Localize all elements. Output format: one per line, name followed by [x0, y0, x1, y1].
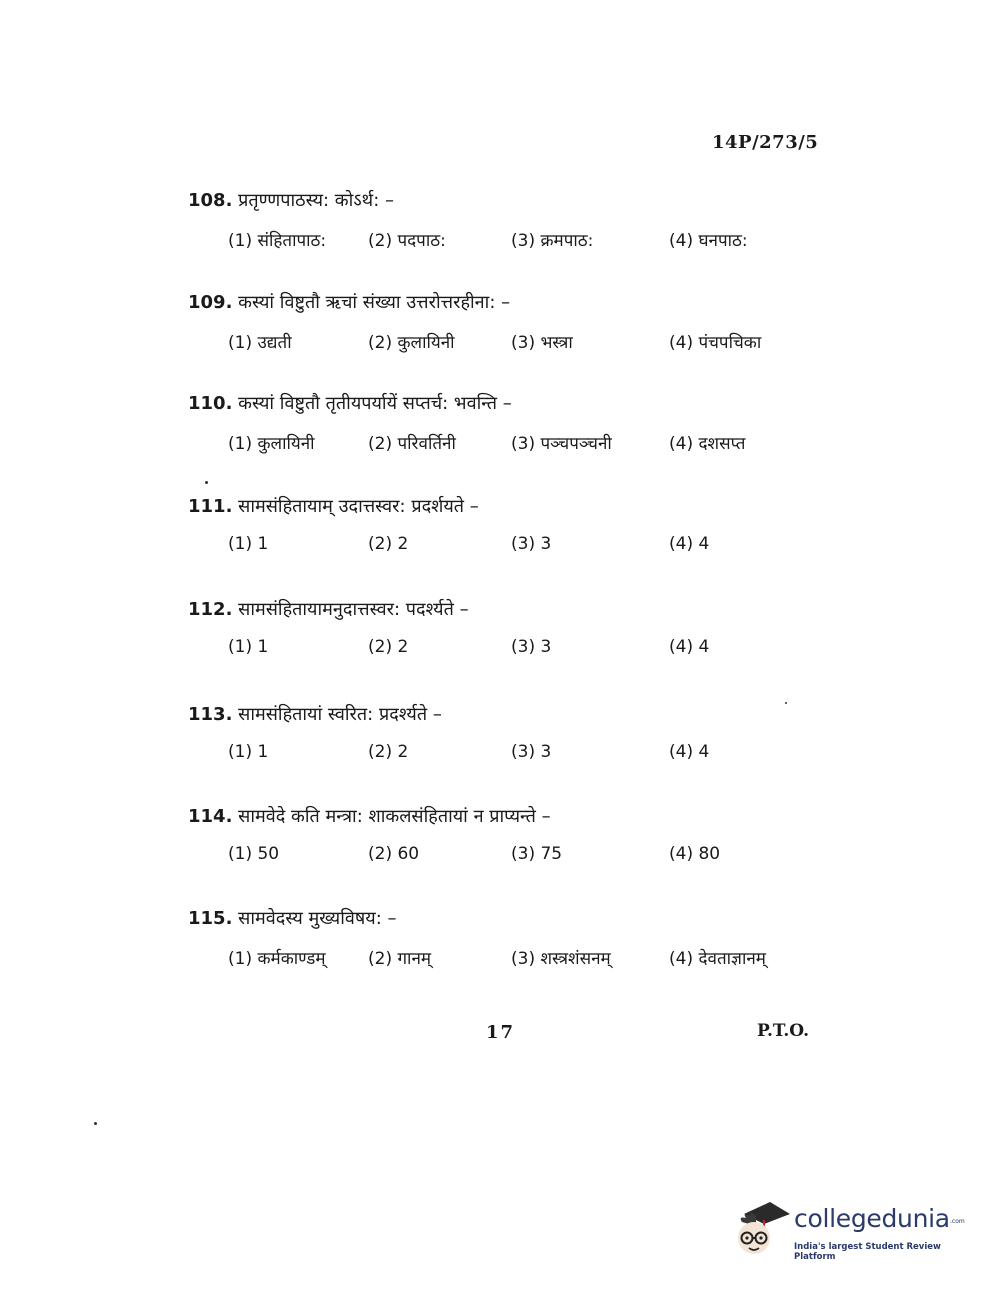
question-112 — [188, 597, 828, 667]
brand-name: collegedunia — [794, 1204, 950, 1233]
option-1: (1) संहितापाठ: — [228, 231, 327, 251]
options — [188, 844, 828, 874]
question-number: 108. — [188, 190, 233, 211]
collegedunia-watermark — [734, 1196, 964, 1266]
option-1: (1) 1 — [228, 742, 269, 762]
brand-com: .com — [950, 1218, 965, 1225]
option-2: (2) 60 — [368, 844, 420, 864]
option-4: (4) घनपाठ: — [669, 231, 748, 251]
question-text: सामसंहितायां स्वरित: प्रदर्श्यते – — [238, 704, 442, 725]
scan-speck — [785, 702, 787, 704]
options — [188, 330, 828, 360]
options — [188, 534, 828, 564]
options — [188, 228, 828, 258]
option-4: (4) देवताज्ञानम् — [669, 949, 766, 969]
option-2: (2) पदपाठ: — [368, 231, 446, 251]
question-number: 109. — [188, 292, 233, 313]
option-4: (4) 4 — [669, 742, 710, 762]
option-2: (2) परिवर्तिनी — [368, 434, 456, 454]
question-text: कस्यां विष्टुतौ ऋचां संख्या उत्तरोत्तरहीना: – — [238, 292, 511, 313]
option-1: (1) उद्यती — [228, 333, 292, 353]
options — [188, 431, 828, 461]
brand-tagline: India's largest Student Review Platform — [794, 1242, 941, 1262]
scan-speck — [205, 481, 208, 484]
option-4: (4) 80 — [669, 844, 721, 864]
option-1: (1) 1 — [228, 637, 269, 657]
option-4: (4) 4 — [669, 534, 710, 554]
option-3: (3) 3 — [511, 742, 552, 762]
scan-speck — [94, 1122, 97, 1125]
option-2: (2) 2 — [368, 637, 409, 657]
option-1: (1) 1 — [228, 534, 269, 554]
question-number: 113. — [188, 704, 233, 725]
option-4: (4) पंचपचिका — [669, 333, 762, 353]
option-4: (4) दशसप्त — [669, 434, 746, 454]
question-number: 111. — [188, 496, 233, 517]
question-108 — [188, 188, 828, 258]
option-3: (3) 3 — [511, 637, 552, 657]
question-109 — [188, 290, 828, 360]
options — [188, 742, 828, 772]
question-110 — [188, 391, 828, 461]
option-3: (3) 3 — [511, 534, 552, 554]
option-1: (1) कर्मकाण्डम् — [228, 949, 326, 969]
question-115 — [188, 906, 828, 976]
question-114 — [188, 804, 828, 874]
question-text: सामवेदस्य मुख्यविषय: – — [238, 908, 397, 929]
options — [188, 637, 828, 667]
option-4: (4) 4 — [669, 637, 710, 657]
student-mascot-icon — [734, 1196, 792, 1262]
question-text: सामसंहितायामनुदात्तस्वर: पदर्श्यते – — [238, 599, 469, 620]
question-text: प्रतृण्णपाठस्य: कोऽर्थ: – — [238, 190, 394, 211]
options — [188, 946, 828, 976]
option-2: (2) 2 — [368, 534, 409, 554]
question-text: कस्यां विष्टुतौ तृतीयपर्यायें सप्तर्च: भवन्ति – — [238, 393, 512, 414]
pto-label: P.T.O. — [757, 1021, 809, 1041]
option-1: (1) कुलायिनी — [228, 434, 315, 454]
question-text: सामवेदे कति मन्त्रा: शाकलसंहितायां न प्राप्यन्ते – — [238, 806, 551, 827]
question-number: 112. — [188, 599, 233, 620]
option-3: (3) 75 — [511, 844, 563, 864]
option-3: (3) भस्त्रा — [511, 333, 573, 353]
paper-code: 14P/273/5 — [712, 132, 819, 153]
question-text: सामसंहितायाम् उदात्तस्वर: प्रदर्शयते – — [238, 496, 479, 517]
option-3: (3) क्रमपाठ: — [511, 231, 594, 251]
question-number: 114. — [188, 806, 233, 827]
page-number: 17 — [486, 1022, 516, 1043]
question-number: 115. — [188, 908, 233, 929]
question-113 — [188, 702, 828, 772]
option-3: (3) शस्त्रशंसनम् — [511, 949, 611, 969]
option-2: (2) गानम् — [368, 949, 432, 969]
option-2: (2) 2 — [368, 742, 409, 762]
question-111 — [188, 494, 828, 564]
question-number: 110. — [188, 393, 233, 414]
option-1: (1) 50 — [228, 844, 280, 864]
option-3: (3) पञ्चपञ्चनी — [511, 434, 612, 454]
option-2: (2) कुलायिनी — [368, 333, 455, 353]
